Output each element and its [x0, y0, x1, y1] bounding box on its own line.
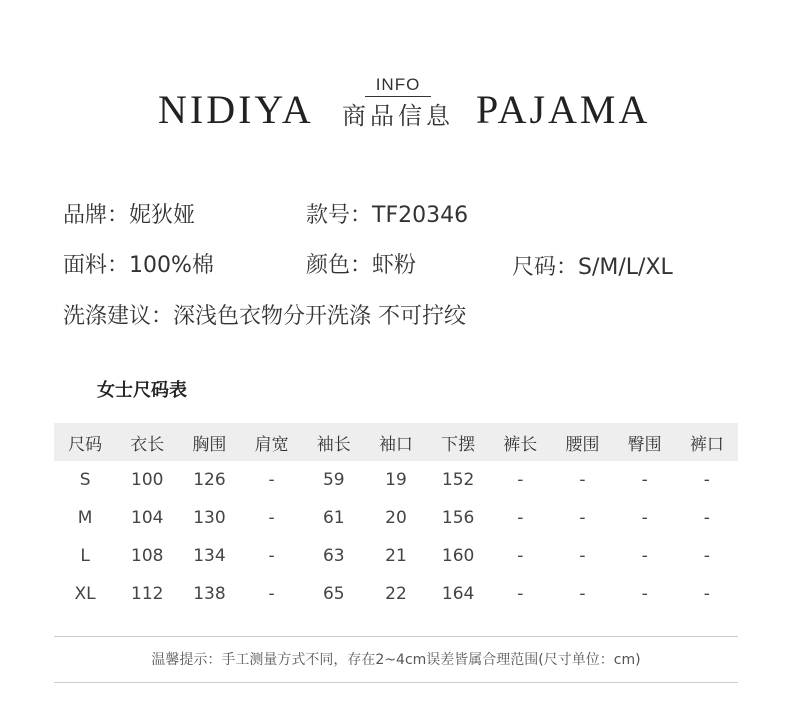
table-row: [54, 499, 738, 537]
table-cell: -: [517, 508, 524, 528]
table-cell: -: [579, 508, 586, 528]
table-cell: 126: [193, 470, 226, 490]
size-table-header-row: [54, 423, 738, 461]
table-cell: S: [79, 470, 91, 490]
table-cell: L: [80, 546, 90, 566]
spec-size: 尺码：S/M/L/XL: [512, 255, 673, 280]
header-cell: 衣长: [130, 434, 165, 455]
table-cell: -: [268, 470, 275, 490]
header-cell: 袖长: [316, 434, 351, 455]
header-banner: [0, 70, 790, 150]
table-cell: -: [703, 470, 710, 490]
info-chinese-label: 商品信息: [342, 102, 454, 130]
header-cell: 胸围: [192, 434, 227, 455]
header-cell: 袖口: [378, 434, 413, 455]
table-cell: 134: [193, 546, 226, 566]
header-cell: 裤长: [503, 434, 538, 455]
info-title-block: [338, 76, 458, 131]
spec-brand: 品牌：妮狄娅: [63, 203, 196, 228]
table-cell: 61: [322, 508, 345, 528]
spec-color: 颜色：虾粉: [306, 253, 417, 278]
size-table-title: 女士尺码表: [97, 380, 187, 401]
table-cell: 108: [131, 546, 164, 566]
brand-name-right: PAJAMA: [476, 87, 651, 132]
header-cell: 臀围: [627, 434, 662, 455]
table-cell: 112: [131, 584, 164, 604]
info-underline: [365, 96, 431, 97]
table-cell: -: [641, 470, 648, 490]
table-cell: -: [703, 584, 710, 604]
spec-wash: 洗涤建议：深浅色衣物分开洗涤 不可拧绞: [63, 304, 466, 329]
table-cell: -: [703, 546, 710, 566]
table-cell: 20: [385, 508, 407, 528]
table-cell: 160: [441, 546, 475, 566]
table-cell: 22: [385, 584, 407, 604]
table-row: [54, 575, 738, 613]
table-cell: -: [703, 508, 710, 528]
footer-divider-bottom: [54, 682, 738, 683]
info-english-label: INFO: [375, 75, 421, 94]
table-cell: 152: [441, 470, 475, 490]
table-cell: 59: [322, 470, 345, 490]
table-cell: 156: [441, 508, 475, 528]
table-row: [54, 537, 738, 575]
footer-divider-top: [54, 636, 738, 637]
footer-note: 温馨提示：手工测量方式不同，存在2~4cm误差皆属合理范围(尺寸单位：cm): [151, 652, 641, 668]
brand-name-left: NIDIYA: [158, 87, 314, 132]
table-cell: M: [77, 508, 93, 528]
table-cell: -: [579, 546, 586, 566]
table-cell: 21: [385, 546, 407, 566]
table-cell: -: [641, 546, 648, 566]
table-cell: 138: [193, 584, 226, 604]
table-cell: 164: [441, 584, 475, 604]
table-cell: -: [517, 546, 524, 566]
table-cell: -: [641, 584, 648, 604]
table-cell: -: [268, 584, 275, 604]
spec-fabric: 面料：100%棉: [63, 253, 214, 278]
table-cell: -: [268, 546, 275, 566]
table-cell: -: [579, 470, 586, 490]
table-cell: 19: [385, 470, 407, 490]
table-cell: -: [517, 470, 524, 490]
header-cell: 腰围: [565, 434, 600, 455]
size-table: [54, 423, 738, 613]
table-cell: 100: [131, 470, 164, 490]
header-cell: 肩宽: [254, 434, 289, 455]
table-cell: XL: [74, 584, 96, 604]
table-row: [54, 461, 738, 499]
header-cell: 尺码: [68, 434, 103, 455]
table-cell: -: [517, 584, 524, 604]
table-cell: 63: [322, 546, 345, 566]
spec-model: 款号：TF20346: [306, 203, 469, 228]
table-cell: 130: [193, 508, 226, 528]
header-cell: 裤口: [689, 434, 724, 455]
table-cell: -: [579, 584, 586, 604]
table-cell: -: [268, 508, 275, 528]
table-cell: 104: [131, 508, 164, 528]
table-cell: 65: [322, 584, 345, 604]
table-cell: -: [641, 508, 648, 528]
header-cell: 下摆: [441, 434, 476, 455]
